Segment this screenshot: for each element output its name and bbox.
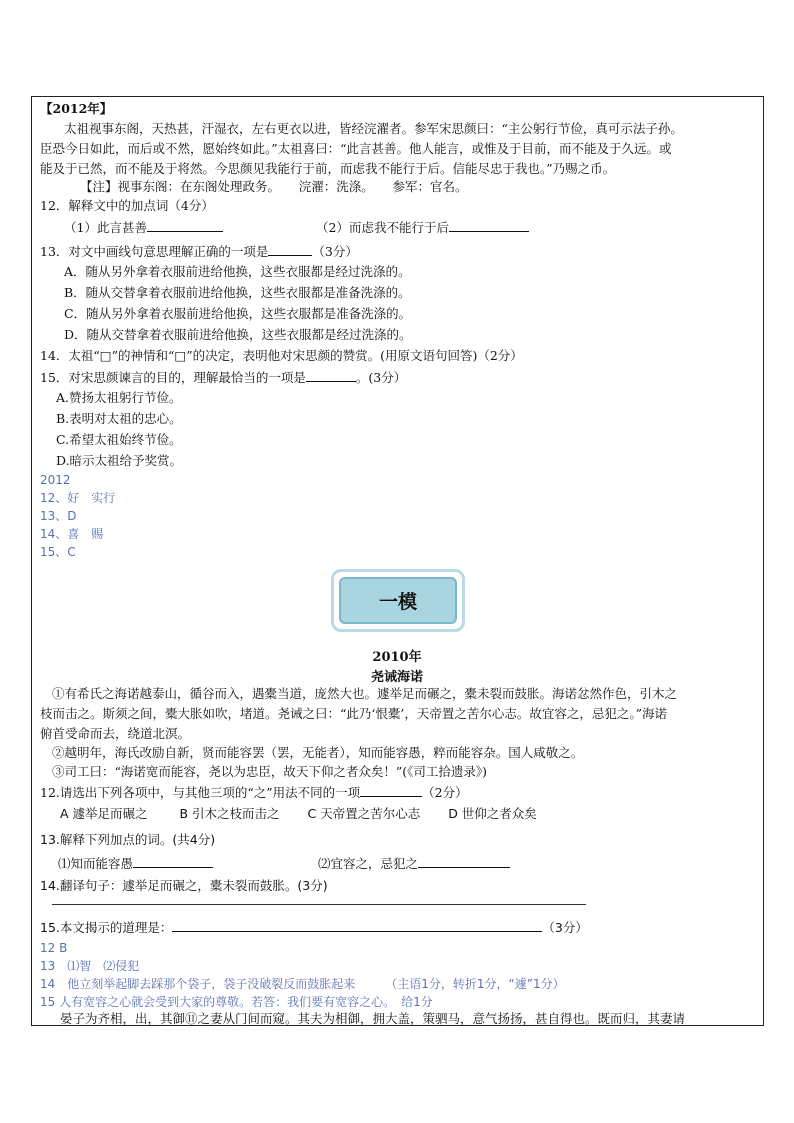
answer-12: 12、好 实行 <box>40 491 116 505</box>
question-13: 13．对文中画线句意思理解正确的一项是 （3分） <box>40 241 358 262</box>
passage2-paragraph-2: ②越明年，海氏改励自新，贤而能容罢（罢，无能者），知而能容愚，粹而能容杂。国人咸敬之。 <box>52 745 584 760</box>
passage2-line-1: ①有希氏之海诺越泰山，循谷而入，遇橐当道，庞然大也。遽举足而碾之，橐未裂而鼓胀。海诺忿然作色，引木之 <box>52 686 678 701</box>
answer2010-14: 14 他立刻举起脚去踩那个袋子，袋子没破裂反而鼓胀起来 （主语1分，转折1分，“遽”1分） <box>40 977 565 991</box>
next-passage-line: 晏子为齐相，出，其御⑪之妻从门间而窥。其夫为相御，拥大盖，策驷马，意气扬扬，甚自得也。既而归，其妻请 <box>60 1011 686 1026</box>
q15-option-a: A.赞扬太祖躬行节俭。 <box>56 390 182 405</box>
answer-blank[interactable] <box>172 917 542 932</box>
answer-blank[interactable] <box>133 853 213 868</box>
q13-option-c: C．随从另外拿着衣服前进给他换，这些衣服都是准备洗涤的。 <box>64 306 412 321</box>
q15-option-b: B.表明对太祖的忠心。 <box>56 411 182 426</box>
answer-blank[interactable] <box>360 782 422 797</box>
q13-option-d: D．随从交替拿着衣服前进给他换，这些衣服都是经过洗涤的。 <box>64 327 412 342</box>
q13-option-b: B．随从交替拿着衣服前进给他换，这些衣服都是准备洗涤的。 <box>64 285 411 300</box>
section-badge-label: 一模 <box>339 577 457 624</box>
q13-option-a: A．随从另外拿着衣服前进给他换，这些衣服都是经过洗涤的。 <box>64 264 411 279</box>
passage-line-3: 能及于已然，而不能及于将然。今思颜见我能行于前，而虑我不能行于后。信能尽忠于我也。”乃赐之币。 <box>40 161 616 176</box>
q2010-13: 13.解释下列加点的词。(共4分) <box>40 832 216 847</box>
answer2010-15: 15 人有宽容之心就会受到大家的尊敬。若答：我们要有宽容之心。 给1分 <box>40 995 433 1009</box>
section-2012-header: 【2012年】 <box>40 101 113 116</box>
passage2-line-3: 俯首受命而去，绕道北溟。 <box>40 726 191 741</box>
answer2010-13: 13 ⑴智 ⑵侵犯 <box>40 959 140 973</box>
answer-15: 15、C <box>40 545 76 559</box>
option-c: C 天帝置之苦尔心志 <box>307 806 421 821</box>
section-2010-year: 2010年 <box>372 650 422 665</box>
q2010-12-options <box>60 804 537 824</box>
answer-blank[interactable] <box>306 367 356 382</box>
q2010-13-item-1: ⑴知而能容愚 <box>58 853 213 874</box>
option-a: A 遽举足而碾之 <box>60 806 148 821</box>
q12-item-2: （2）而虑我不能行于后 <box>316 217 529 238</box>
annotation-note: 【注】视事东阁：在东阁处理政务。 浣濯：洗涤。 参军：官名。 <box>80 179 468 194</box>
q15-option-c: C.希望太祖始终节俭。 <box>56 432 182 447</box>
passage-title: 尧诫海诺 <box>370 670 423 685</box>
passage-line-2: 臣恐今日如此，而后或不然，愿始终如此。”太祖喜曰：“此言甚善。他人能言，或惟及于目前，而不能及于久远。或 <box>40 141 672 156</box>
answer-line[interactable] <box>52 904 586 905</box>
passage-line-1: 太祖视事东阁，天热甚，汗湿衣，左右更衣以进，皆经浣濯者。参军宋思颜曰：“主公躬行节俭，真可示法子孙。 <box>64 121 683 136</box>
passage2-line-2: 枝而击之。斯须之间，橐大胀如吹，堵道。尧诫之曰：“此乃‘恨橐’，天帝置之苦尔心志。故宜容之，忌犯之。”海诺 <box>40 706 667 721</box>
passage2-paragraph-3: ③司工曰：“海诺宽而能容，尧以为忠臣，故天下仰之者众矣！”(《司工拾遗录》) <box>52 764 488 779</box>
question-15: 15．对宋思颜谏言的目的，理解最恰当的一项是 。(3分） <box>40 367 406 388</box>
answer2010-12: 12 B <box>40 941 68 955</box>
answer-blank[interactable] <box>147 217 223 232</box>
answer-year: 2012 <box>40 473 71 487</box>
answer-13: 13、D <box>40 509 77 523</box>
q12-item-1: （1）此言甚善 <box>64 217 223 238</box>
section-badge <box>331 569 465 632</box>
q2010-12: 12.请选出下列各项中，与其他三项的“之”用法不同的一项 （2分） <box>40 782 468 803</box>
answer-blank[interactable] <box>268 241 312 256</box>
question-14: 14．太祖“□”的神情和“□”的决定，表明他对宋思颜的赞赏。(用原文语句回答)（2分） <box>40 348 523 363</box>
q15-option-d: D.暗示太祖给予奖赏。 <box>56 453 183 468</box>
question-12: 12．解释文中的加点词（4分） <box>40 198 214 213</box>
answer-blank[interactable] <box>418 853 510 868</box>
q2010-13-item-2: ⑵宜容之，忌犯之 <box>318 853 510 874</box>
option-b: B 引木之枝而击之 <box>179 806 280 821</box>
q2010-14: 14.翻译句子：遽举足而碾之，橐未裂而鼓胀。(3分) <box>40 878 328 893</box>
option-d: D 世仰之者众矣 <box>448 806 537 821</box>
answer-14: 14、喜 赐 <box>40 527 104 541</box>
q2010-15: 15.本文揭示的道理是： （3分） <box>40 917 588 938</box>
answer-blank[interactable] <box>449 217 529 232</box>
